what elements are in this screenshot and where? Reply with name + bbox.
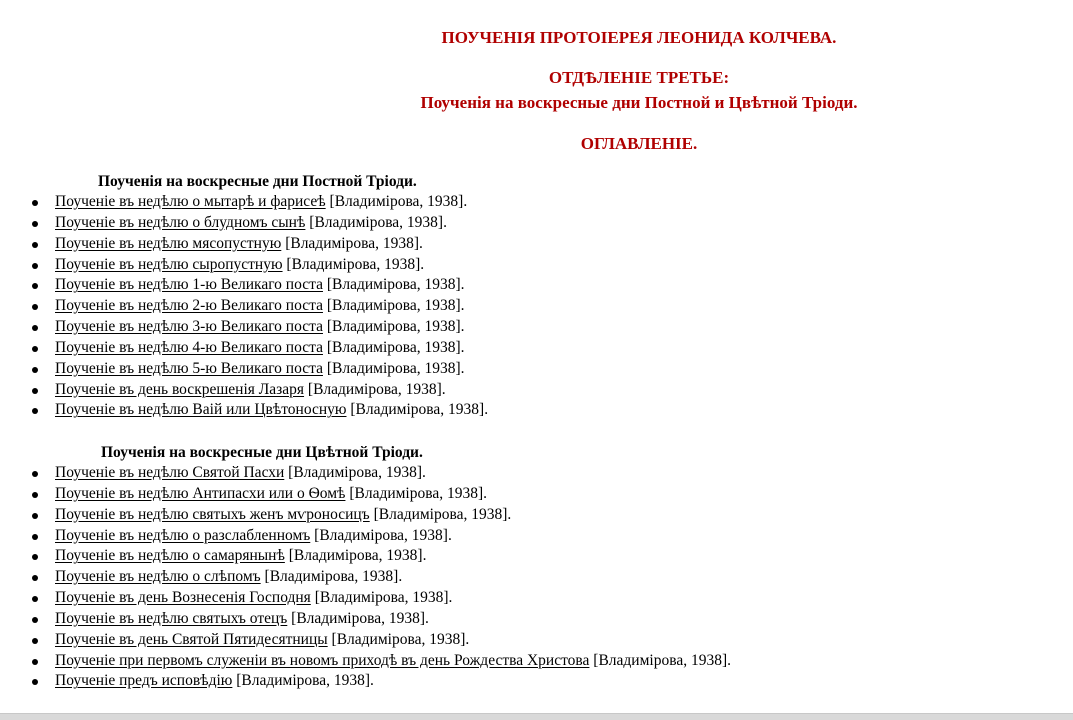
- source-note: [Владимірова, 1938].: [260, 568, 403, 586]
- bullet-icon: [32, 325, 38, 331]
- source-note: [Владимірова, 1938].: [322, 276, 465, 294]
- document-title: ПОУЧЕНІЯ ПРОТОІЕРЕЯ ЛЕОНИДА КОЛЧЕВА.: [441, 28, 837, 47]
- pentecostarion-heading: Поученія на воскресные дни Цвѣтной Тріоди.: [101, 444, 423, 461]
- list-item: [0, 630, 731, 651]
- bullet-icon: [32, 304, 38, 310]
- sermon-link[interactable]: Поученіе въ недѣлю о самарянынѣ: [55, 547, 285, 565]
- source-note: [Владимірова, 1938].: [322, 338, 465, 356]
- sermon-link[interactable]: Поученіе въ недѣлю сыропустную: [55, 255, 283, 273]
- sermon-link[interactable]: Поученіе при первомъ служеніи въ новомъ приходѣ въ день Рождества Христова: [55, 651, 590, 669]
- source-note: [Владимірова, 1938].: [281, 234, 423, 252]
- section-subtitle: Поученія на воскресные дни Постной и Цвѣтной Тріоди.: [420, 93, 858, 112]
- bullet-icon: [32, 534, 38, 540]
- source-note: [Владимірова, 1938].: [369, 505, 512, 523]
- bullet-icon: [32, 679, 38, 685]
- source-note: [Владимірова, 1938].: [232, 672, 374, 690]
- sermon-link[interactable]: Поученіе въ недѣлю Антипасхи или о Ѳомѣ: [55, 484, 346, 502]
- list-item: [0, 484, 731, 505]
- bullet-icon: [32, 638, 38, 644]
- sermon-link[interactable]: Поученіе въ недѣлю о слѣпомъ: [55, 568, 261, 586]
- list-item: [0, 296, 488, 317]
- source-note: [Владимірова, 1938].: [345, 484, 488, 502]
- sermon-link[interactable]: Поученіе въ день Вознесенія Господня: [55, 589, 311, 607]
- source-note: [Владимірова, 1938].: [284, 547, 427, 565]
- bullet-icon: [32, 617, 38, 623]
- bullet-icon: [32, 513, 38, 519]
- sermon-link[interactable]: Поученіе въ недѣлю 4-ю Великаго поста: [55, 338, 323, 356]
- sermon-link[interactable]: Поученіе въ недѣлю 5-ю Великаго поста: [55, 359, 323, 377]
- sermon-link[interactable]: Поученіе въ недѣлю 2-ю Великаго поста: [55, 297, 323, 315]
- list-item: [0, 567, 731, 588]
- sermon-link[interactable]: Поученіе въ недѣлю о мытарѣ и фарисеѣ: [55, 193, 326, 210]
- source-note: [Владимірова, 1938].: [282, 255, 425, 273]
- bullet-icon: [32, 575, 38, 581]
- bullet-icon: [32, 659, 38, 665]
- bullet-icon: [32, 492, 38, 498]
- sermon-link[interactable]: Поученіе въ недѣлю Ваій или Цвѣтоносную: [55, 401, 347, 419]
- sermon-link[interactable]: Поученіе въ недѣлю 1-ю Великаго поста: [55, 276, 323, 294]
- source-note: [Владимірова, 1938].: [322, 318, 465, 336]
- bullet-icon: [32, 388, 38, 394]
- list-item: [0, 359, 488, 380]
- lenten-triodion-heading: Поученія на воскресные дни Постной Тріоди.: [98, 173, 417, 190]
- source-note: [Владимірова, 1938].: [325, 193, 468, 210]
- source-note: [Владимірова, 1938].: [322, 359, 465, 377]
- list-item: [0, 213, 488, 234]
- bullet-icon: [32, 554, 38, 560]
- list-item: [0, 588, 731, 609]
- source-note: [Владимірова, 1938].: [304, 380, 446, 398]
- sermon-link[interactable]: Поученіе въ недѣлю 3-ю Великаго поста: [55, 318, 323, 336]
- bullet-icon: [32, 263, 38, 269]
- sermon-link[interactable]: Поученіе въ недѣлю Святой Пасхи: [55, 464, 285, 481]
- sermon-link[interactable]: Поученіе въ недѣлю святыхъ отецъ: [55, 609, 288, 627]
- bullet-icon: [32, 200, 38, 206]
- bullet-icon: [32, 221, 38, 227]
- sermon-link[interactable]: Поученіе въ день Святой Пятидесятницы: [55, 630, 328, 648]
- source-note: [Владимірова, 1938].: [287, 609, 429, 627]
- list-item: [0, 671, 731, 692]
- sermon-link[interactable]: Поученіе предъ исповѣдію: [55, 672, 233, 690]
- bullet-icon: [32, 367, 38, 373]
- contents-heading: ОГЛАВЛЕНІЕ.: [580, 134, 698, 153]
- list-item: [0, 505, 731, 526]
- lenten-triodion-list: [0, 192, 488, 421]
- sermon-link[interactable]: Поученіе въ день воскрешенія Лазаря: [55, 380, 305, 398]
- list-item: [0, 275, 488, 296]
- bullet-icon: [32, 346, 38, 352]
- section-title: ОТДѢЛЕНІЕ ТРЕТЬЕ:: [548, 68, 730, 87]
- sermon-link[interactable]: Поученіе въ недѣлю мясопустную: [55, 234, 282, 252]
- list-item: [0, 317, 488, 338]
- list-item: [0, 338, 488, 359]
- bullet-icon: [32, 471, 38, 477]
- list-item: [0, 526, 731, 547]
- source-note: [Владимірова, 1938].: [322, 297, 465, 315]
- sermon-link[interactable]: Поученіе въ недѣлю о блудномъ сынѣ: [55, 213, 306, 231]
- list-item: [0, 463, 731, 484]
- source-note: [Владимірова, 1938].: [310, 526, 452, 544]
- sermon-link[interactable]: Поученіе въ недѣлю святыхъ женъ мѵроносицъ: [55, 505, 370, 523]
- source-note: [Владимірова, 1938].: [284, 464, 426, 481]
- horizontal-scrollbar[interactable]: [0, 713, 1073, 720]
- list-item: [0, 255, 488, 276]
- bullet-icon: [32, 283, 38, 289]
- list-item: [0, 609, 731, 630]
- source-note: [Владимірова, 1938].: [310, 589, 453, 607]
- source-note: [Владимірова, 1938].: [305, 213, 447, 231]
- bullet-icon: [32, 596, 38, 602]
- list-item: [0, 380, 488, 401]
- bullet-icon: [32, 242, 38, 248]
- bullet-icon: [32, 408, 38, 414]
- source-note: [Владимірова, 1938].: [346, 401, 489, 419]
- source-note: [Владимірова, 1938].: [589, 651, 731, 669]
- pentecostarion-list: [0, 463, 731, 692]
- list-item: [0, 192, 488, 213]
- list-item: [0, 234, 488, 255]
- source-note: [Владимірова, 1938].: [327, 630, 470, 648]
- sermon-link[interactable]: Поученіе въ недѣлю о разслабленномъ: [55, 526, 311, 544]
- list-item: [0, 546, 731, 567]
- list-item: [0, 400, 488, 421]
- list-item: [0, 651, 731, 672]
